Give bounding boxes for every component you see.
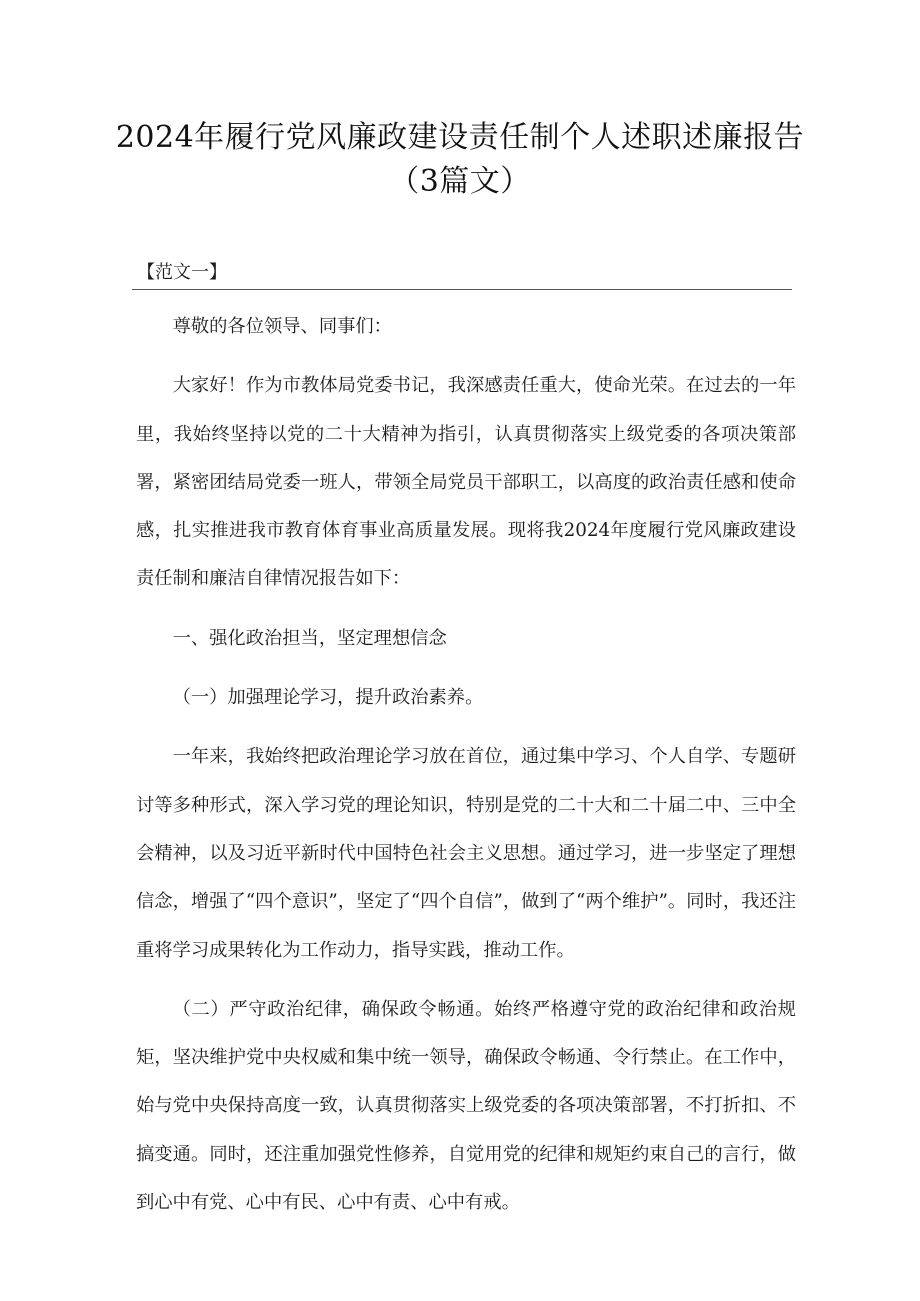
subsection-heading: （一）加强理论学习，提升政治素养。 (172, 687, 484, 709)
section-divider (132, 289, 792, 290)
intro-paragraph: 大家好！作为市教体局党委书记，我深感责任重大，使命光荣。在过去的一年里，我始终坚持以党的二十大精神为指引，认真贯彻落实上级党委的各项决策部署，紧密团结局党委一班人，带领全局党员干部职工，以高度的政治责任感和使命感，扎实推进我市教育体育事业高质量发展。现将我2024年度履行党风廉政建设责任制和廉洁自律情况报告如下： (136, 375, 796, 590)
document-subtitle: （3篇文） (389, 164, 531, 199)
salutation-paragraph: 尊敬的各位领导、同事们： (172, 316, 392, 337)
section-heading: 一、强化政治担当，坚定理想信念 (172, 627, 447, 649)
discipline-paragraph: （二）严守政治纪律，确保政令畅通。始终严格遵守党的政治纪律和政治规矩，坚决维护党中央权威和集中统一领导，确保政令畅通、令行禁止。在工作中，始与党中央保持高度一致，认真贯彻落实上级党委的各项决策部署，不打折扣、不搞变通。同时，还注重加强党性修养，自觉用党的纪律和规矩约束自己的言行，做到心中有党、心中有民、心中有责、心中有戒。 (136, 998, 796, 1214)
document-body (136, 303, 796, 1227)
study-paragraph: 一年来，我始终把政治理论学习放在首位，通过集中学习、个人自学、专题研讨等多种形式，深入学习党的理论知识，特别是党的二十大和二十届二中、三中全会精神，以及习近平新时代中国特色社会主义思想。通过学习，进一步坚定了理想信念，增强了“四个意识”，坚定了“四个自信”，做到了“两个维护”。同时，我还注重将学习成果转化为工作动力，指导实践，推动工作。 (136, 746, 796, 961)
document-title: 2024年履行党风廉政建设责任制个人述职述廉报告 (115, 120, 805, 155)
section-label: 【范文一】 (137, 262, 227, 283)
